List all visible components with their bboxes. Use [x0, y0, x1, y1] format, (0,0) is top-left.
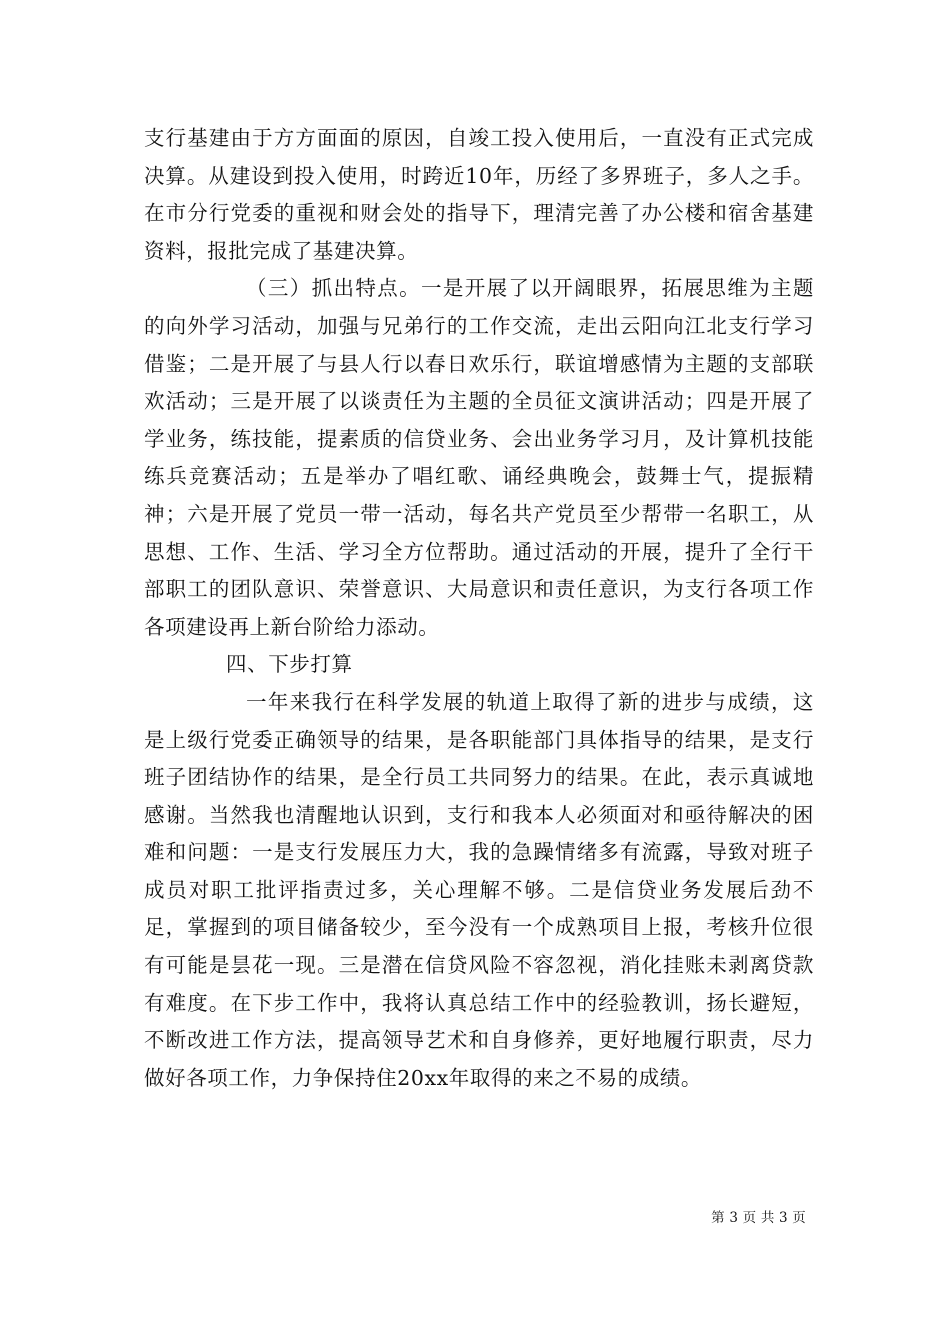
- paragraph-activity-highlights: （三）抓出特点。一是开展了以开阔眼界，拓展思维为主题的向外学习活动，加强与兄弟行的工作交流，走出云阳向江北支行学习借鉴；二是开展了与县人行以春日欢乐行，联谊增感情为主题的支部联欢活动；三是开展了以谈责任为主题的全员征文演讲活动；四是开展了学业务，练技能，提素质的信贷业务、会出业务学习月，及计算机技能练兵竞赛活动；五是举办了唱红歌、诵经典晚会，鼓舞士气，提振精神；六是开展了党员一带一活动，每名共产党员至少帮带一名职工，从思想、工作、生活、学习全方位帮助。通过活动的开展，提升了全行干部职工的团队意识、荣誉意识、大局意识和责任意识，为支行各项工作各项建设再上新台阶给力添动。: [144, 276, 814, 639]
- paragraph-next-steps: 一年来我行在科学发展的轨道上取得了新的进步与成绩，这是上级行党委正确领导的结果，是各职能部门具体指导的结果，是支行班子团结协作的结果，是全行员工共同努力的结果。在此，表示真诚地感谢。当然我也清醒地认识到，支行和我本人必须面对和亟待解决的困难和问题：一是支行发展压力大，我的急躁情绪多有流露，导致对班子成员对职工批评指责过多，关心理解不够。二是信贷业务发展后劲不足，掌握到的项目储备较少，至今没有一个成熟项目上报，考核升位很有可能是昙花一现。三是潜在信贷风险不容忽视，消化挂账未剥离贷款有难度。在下步工作中，我将认真总结工作中的经验教训，扬长避短，不断改进工作方法，提高领导艺术和自身修养，更好地履行职责，尽力做好各项工作，力争保持住20xx年取得的来之不易的成绩。: [144, 689, 814, 1090]
- paragraph-infrastructure-settlement: 支行基建由于方方面面的原因，自竣工投入使用后，一直没有正式完成决算。从建设到投入使用，时跨近10年，历经了多界班子，多人之手。在市分行党委的重视和财会处的指导下，理清完善了办公楼和宿舍基建资料，报批完成了基建决算。: [144, 126, 814, 263]
- section-heading-next-steps: 四、下步打算: [226, 652, 353, 677]
- page-number-footer: 第 3 页 共 3 页: [711, 1210, 806, 1226]
- document-body: [144, 120, 814, 1097]
